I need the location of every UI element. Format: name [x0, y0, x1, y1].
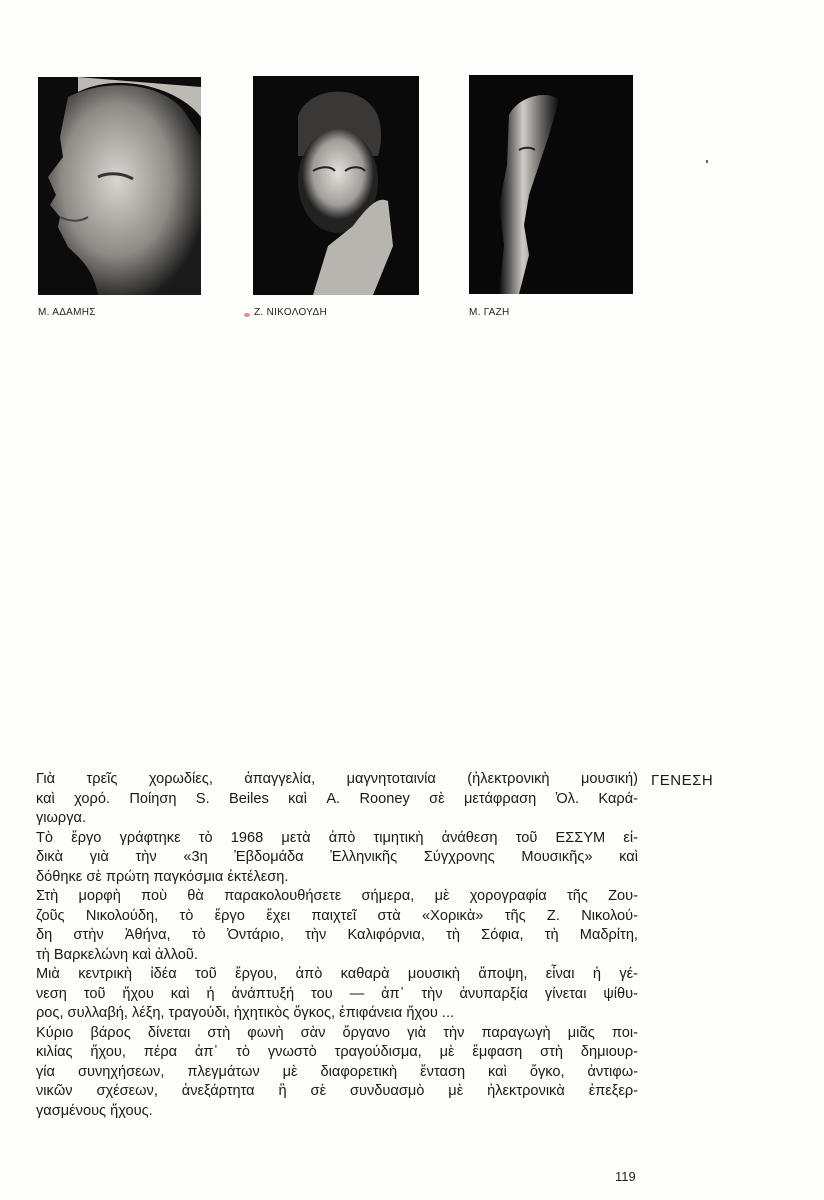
caption-nikoloudi: Ζ. ΝΙΚΟΛΟΥΔΗ	[254, 307, 327, 318]
work-title: ΓΕΝΕΣΗ	[651, 772, 714, 789]
body-line: γασμένους ἤχους.	[36, 1102, 153, 1119]
ink-smudge	[244, 313, 250, 317]
body-line: δικὰ γιὰ τὴν «3η Ἑβδομάδα Ἑλληνικῆς Σύγχρονης Μουσικῆς» καὶ	[36, 849, 638, 865]
body-line: Μιὰ κεντρικὴ ἰδέα τοῦ ἔργου, ἀπὸ καθαρὰ μουσικὴ ἄποψη, εἶναι ἡ γέ-	[36, 966, 638, 982]
body-line: νικῶν σχέσεων, ἀνεξάρτητα ἢ σὲ συνδυασμὸ μὲ ἠλεκτρονικὰ ἐπεξερ-	[36, 1083, 638, 1099]
caption-adamis: Μ. ΑΔΑΜΗΣ	[38, 307, 96, 318]
body-line: Γιὰ τρεῖς χορωδίες, ἀπαγγελία, μαγνητοταινία (ἠλεκτρονικὴ μουσική)	[36, 771, 638, 787]
caption-gazi: Μ. ΓΑΖΗ	[469, 307, 510, 318]
body-line: ρος, συλλαβή, λέξη, τραγούδι, ἠχητικὸς ὄγκος, ἐπιφάνεια ἤχου ...	[36, 1005, 455, 1021]
print-speck	[706, 160, 708, 163]
page-number: 119	[615, 1169, 636, 1184]
body-line: γιωργα.	[36, 810, 87, 826]
body-line: κιλίας ἤχου, πέρα ἀπ᾽ τὸ γνωστὸ τραγούδισμα, μὲ ἔμφαση στὴ δημιουρ-	[36, 1044, 638, 1060]
body-line: τὴ Βαρκελώνη καὶ ἀλλοῦ.	[36, 946, 198, 963]
body-text	[36, 770, 638, 1121]
body-line: γία συνηχήσεων, πλεγμάτων μὲ διαφορετικὴ ἔνταση καὶ ὄγκο, ἀντιφω-	[36, 1063, 638, 1080]
body-line: ζοῦς Νικολούδη, τὸ ἔργο ἔχει παιχτεῖ στὰ «Χορικὰ» τῆς Ζ. Νικολού-	[36, 907, 638, 924]
body-line: νεση τοῦ ἤχου καὶ ἡ ἀνάπτυξή του — ἀπ᾽ τὴν ἀνυπαρξία γίνεται ψίθυ-	[36, 985, 638, 1002]
photo-adamis	[38, 77, 201, 295]
body-line: δόθηκε σὲ πρώτη παγκόσμια ἐκτέλεση.	[36, 868, 289, 885]
body-line: Κύριο βάρος δίνεται στὴ φωνὴ σὰν ὄργανο γιὰ τὴν παραγωγὴ μιᾶς ποι-	[36, 1024, 638, 1041]
body-line: Τὸ ἔργο γράφτηκε τὸ 1968 μετὰ ἀπὸ τιμητικὴ ἀνάθεση τοῦ ΕΣΣΥΜ εἰ-	[36, 829, 638, 846]
body-line: δη στὴν Ἀθήνα, τὸ Ὀντάριο, τὴν Καλιφόρνια, τὴ Σόφια, τὴ Μαδρίτη,	[36, 927, 638, 943]
photo-nikoloudi	[253, 76, 419, 295]
photo-gazi	[469, 75, 633, 294]
body-line: Στὴ μορφὴ ποὺ θὰ παρακολουθήσετε σήμερα, μὲ χορογραφία τῆς Ζου-	[36, 888, 638, 904]
body-line: καὶ χορό. Ποίηση S. Beiles καὶ A. Rooney σὲ μετάφραση Ὀλ. Καρά-	[36, 790, 638, 807]
